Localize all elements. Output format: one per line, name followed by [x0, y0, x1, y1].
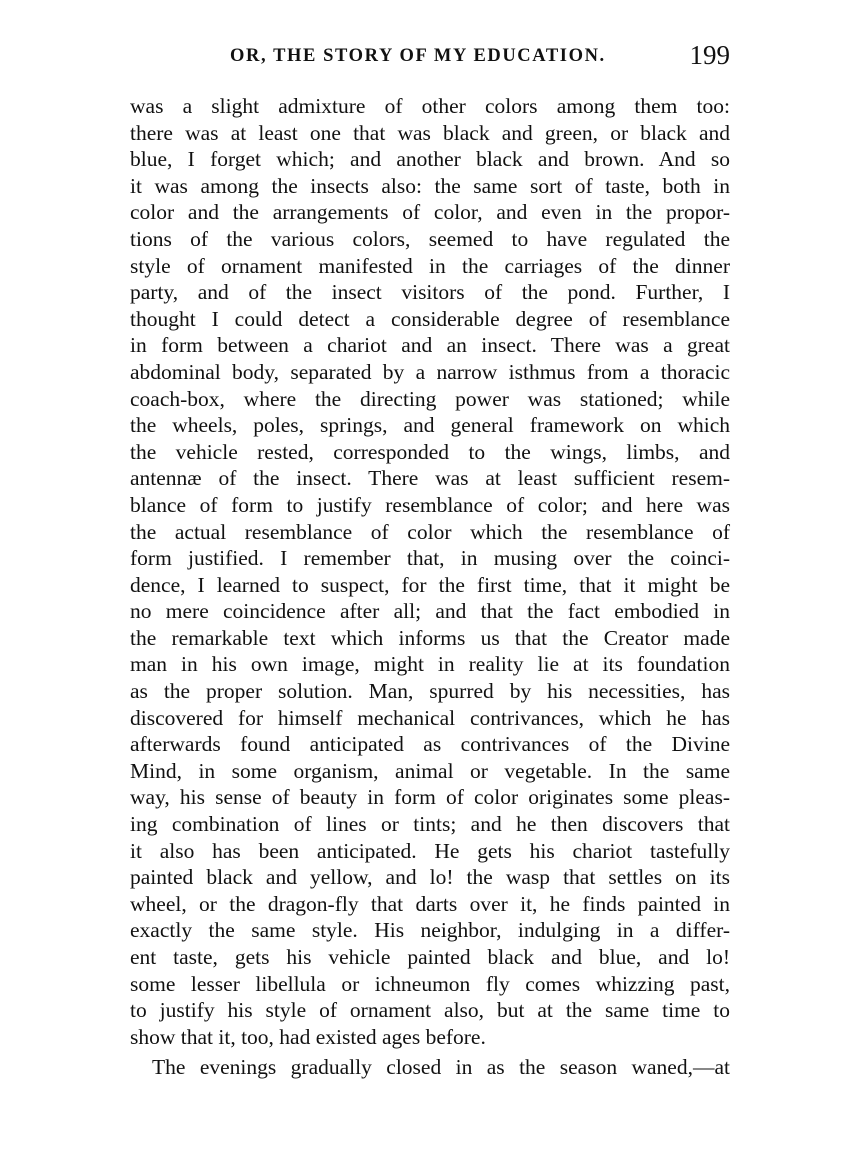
text-line: way, his sense of beauty in form of color originates some pleas-	[130, 785, 730, 810]
text-line: ing combination of lines or tints; and he then discovers that	[130, 812, 730, 837]
text-line: show that it, too, had existed ages before.	[130, 1024, 486, 1049]
text-line: wheel, or the dragon-fly that darts over it, he finds painted in	[130, 891, 730, 916]
text-line: blue, I forget which; and another black and brown. And so	[130, 147, 730, 172]
text-line: the actual resemblance of color which the resemblance of	[130, 519, 730, 544]
text-line: The evenings gradually closed in as the season waned,—at	[152, 1055, 730, 1080]
text-line: some lesser libellula or ichneumon fly comes whizzing past,	[130, 971, 730, 996]
text-line: Mind, in some organism, animal or vegetable. In the same	[130, 758, 730, 783]
text-line: antennæ of the insect. There was at least sufficient resem-	[130, 466, 730, 491]
text-line: exactly the same style. His neighbor, indulging in a differ-	[130, 918, 730, 943]
text-line: was a slight admixture of other colors among them too:	[130, 94, 730, 118]
text-line: color and the arrangements of color, and even in the propor-	[130, 200, 730, 225]
text-line: to justify his style of ornament also, but at the same time to	[130, 998, 730, 1023]
text-line: the remarkable text which informs us that the Creator made	[130, 625, 730, 650]
text-line: dence, I learned to suspect, for the first time, that it might be	[130, 572, 730, 597]
text-line: there was at least one that was black and green, or black and	[130, 120, 730, 145]
body-text	[130, 93, 730, 1081]
text-line: thought I could detect a considerable degree of resemblance	[130, 306, 730, 331]
text-line: in form between a chariot and an insect. There was a great	[130, 333, 730, 358]
text-line: man in his own image, might in reality lie at its foundation	[130, 652, 730, 677]
text-line: form justified. I remember that, in musing over the coinci-	[130, 546, 730, 571]
text-line: coach-box, where the directing power was stationed; while	[130, 386, 730, 411]
text-line: tions of the various colors, seemed to have regulated the	[130, 226, 730, 251]
text-line: it also has been anticipated. He gets his chariot tastefully	[130, 838, 730, 863]
page-number: 199	[689, 40, 730, 70]
text-line: afterwards found anticipated as contrivances of the Divine	[130, 732, 730, 757]
text-line: it was among the insects also: the same sort of taste, both in	[130, 173, 730, 198]
text-line: no mere coincidence after all; and that the fact embodied in	[130, 599, 730, 624]
running-head	[130, 40, 730, 72]
text-line: as the proper solution. Man, spurred by his necessities, has	[130, 679, 730, 704]
running-title: OR, THE STORY OF MY EDUCATION.	[230, 46, 606, 66]
text-line: abdominal body, separated by a narrow isthmus from a thoracic	[130, 359, 730, 384]
text-line: blance of form to justify resemblance of color; and here was	[130, 492, 730, 517]
text-line: discovered for himself mechanical contrivances, which he has	[130, 705, 730, 730]
text-line: the wheels, poles, springs, and general framework on which	[130, 413, 730, 438]
text-line: style of ornament manifested in the carriages of the dinner	[130, 253, 730, 278]
text-line: ent taste, gets his vehicle painted black and blue, and lo!	[130, 945, 730, 969]
text-line: painted black and yellow, and lo! the wasp that settles on its	[130, 865, 730, 890]
text-line: the vehicle rested, corresponded to the wings, limbs, and	[130, 439, 730, 464]
text-line: party, and of the insect visitors of the pond. Further, I	[130, 280, 730, 305]
